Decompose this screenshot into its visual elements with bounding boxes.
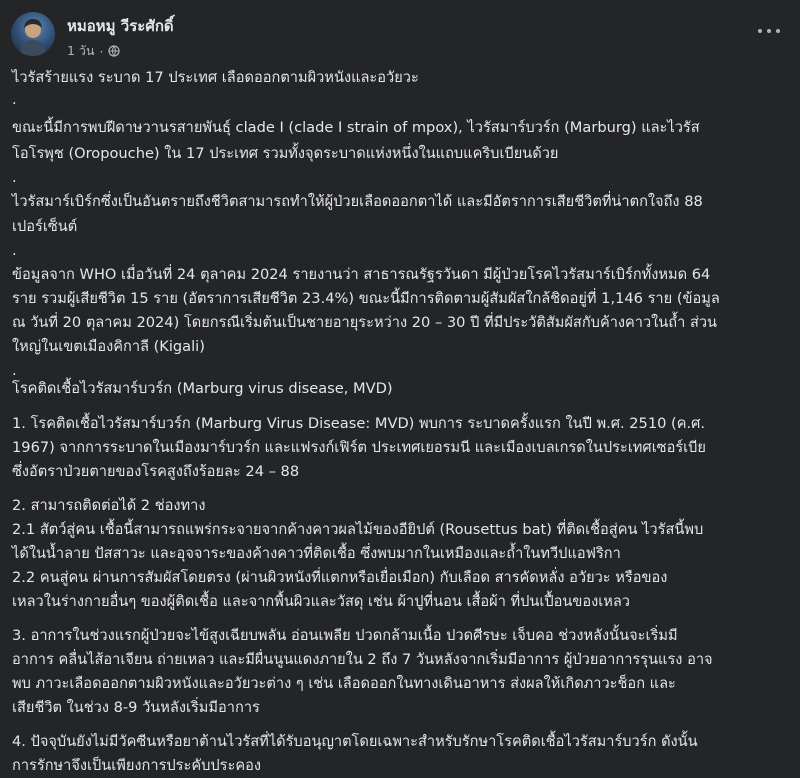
post-text-line: . [12, 91, 17, 108]
post-text-line: โอโรพุช (Oropouche) ใน 17 ประเทศ รวมทั้งจุดระบาดแห่งหนึ่งในแถบแคริบเบียนด้วย [12, 145, 559, 162]
dot-icon [776, 29, 780, 33]
more-options-icon[interactable] [758, 26, 780, 36]
post-time[interactable]: 1 วัน [67, 43, 95, 58]
meta-separator: · [99, 43, 104, 59]
post-text-line: โรคติดเชื้อไวรัสมาร์บวร์ก (Marburg virus disease, MVD) [12, 380, 393, 397]
author-avatar[interactable] [11, 12, 55, 56]
globe-icon[interactable] [108, 45, 120, 57]
post-text-line: 2.1 สัตว์สู่คน เชื้อนี้สามารถแพร่กระจายจากค้างคาวผลไม้ของอียิปต์ (Rousettus bat) ที่ติดเชื้อสู่คน ไวรัสนี้พบ [12, 521, 704, 538]
post-text-line: ซึ่งอัตราป่วยตายของโรคสูงถึงร้อยละ 24 – 88 [12, 463, 300, 480]
post-text-line: 2.2 คนสู่คน ผ่านการสัมผัสโดยตรง (ผ่านผิวหนังที่แตกหรือเยื่อเมือก) กับเลือด สารคัดหลั่ง อวัยวะ หรือของ [12, 569, 668, 586]
dot-icon [758, 29, 762, 33]
post-text-line: ใหญ่ในเขตเมืองคิกาลี (Kigali) [12, 338, 205, 355]
post-text-line: . [12, 169, 17, 186]
post-meta [67, 41, 120, 61]
post-text-line: . [12, 242, 17, 259]
post-text-line: พบ ภาวะเลือดออกตามผิวหนังและอวัยวะต่าง ๆ เช่น เลือดออกในทางเดินอาหาร ส่งผลให้เกิดภาวะช็อก และ [12, 675, 676, 692]
post-text-line: ข้อมูลจาก WHO เมื่อวันที่ 24 ตุลาคม 2024 รายงานว่า สาธารณรัฐรวันดา มีผู้ป่วยโรคไวรัสมาร์เบิร์กทั้งหมด 64 [12, 266, 711, 283]
post-text-line: ไวรัสมาร์เบิร์กซึ่งเป็นอันตรายถึงชีวิตสามารถทำให้ผู้ป่วยเลือดออกตาได้ และมีอัตราการเสียชีวิตที่น่าตกใจถึง 88 [12, 193, 703, 210]
post-text-line: ได้ในน้ำลาย ปัสสาวะ และอุจจาระของค้างคาวที่ติดเชื้อ ซึ่งพบมากในเหมืองและถ้ำในทวีปแอฟริกา [12, 545, 621, 562]
post-text-line: เสียชีวิต ในช่วง 8-9 วันหลังเริ่มมีอาการ [12, 699, 260, 716]
post-text-line: เปอร์เซ็นต์ [12, 218, 78, 235]
dot-icon [767, 29, 771, 33]
post-text-line: 1967) จากการระบาดในเมืองมาร์บวร์ก และแฟรงก์เฟิร์ต ประเทศเยอรมนี และเมืองเบลเกรดในประเทศเซอร์เบีย [12, 439, 706, 456]
post-text-line: 3. อาการในช่วงแรกผู้ป่วยจะไข้สูงเฉียบพลัน อ่อนเพลีย ปวดกล้ามเนื้อ ปวดศีรษะ เจ็บคอ ช่วงหลังนั้นจะเริ่มมี [12, 627, 678, 644]
post-header [0, 0, 800, 66]
post-text-line: 1. โรคติดเชื้อไวรัสมาร์บวร์ก (Marburg Virus Disease: MVD) พบการ ระบาดครั้งแรก ในปี พ.ศ. 2510 (ค.ศ. [12, 415, 706, 432]
post-text-line: การรักษาจึงเป็นเพียงการประคับประคอง [12, 757, 261, 774]
post-text-line: 4. ปัจจุบันยังไม่มีวัคซีนหรือยาต้านไวรัสที่ได้รับอนุญาตโดยเฉพาะสำหรับรักษาโรคติดเชื้อไวรัสมาร์บวร์ก ดังนั้น [12, 733, 698, 750]
post-text-line: ไวรัสร้ายแรง ระบาด 17 ประเทศ เลือดออกตามผิวหนังและอวัยวะ [12, 69, 419, 86]
post-text-line: ราย รวมผู้เสียชีวิต 15 ราย (อัตราการเสียชีวิต 23.4%) ขณะนี้มีการติดตามผู้สัมผัสใกล้ชิดอยู่ที่ 1,146 ราย (ข้อมูล [12, 290, 720, 307]
post-text-line: 2. สามารถติดต่อได้ 2 ช่องทาง [12, 497, 206, 514]
post-text-line: เหลวในร่างกายอื่นๆ ของผู้ติดเชื้อ และจากพื้นผิวและวัสดุ เช่น ผ้าปูที่นอน เสื้อผ้า ที่ปนเปื้อนของเหลว [12, 593, 630, 610]
avatar-image [11, 12, 55, 56]
author-name[interactable]: หมอหมู วีระศักดิ์ [67, 17, 174, 35]
post-text-line: ขณะนี้มีการพบฝีดาษวานรสายพันธุ์ clade I (clade I strain of mpox), ไวรัสมาร์บวร์ก (Marburg) และไวรัส [12, 119, 700, 136]
post-text-line: . [12, 362, 17, 379]
post-text-line: อาการ คลื่นไส้อาเจียน ถ่ายเหลว และมีผื่นนูนแดงภายใน 2 ถึง 7 วันหลังจากเริ่มมีอาการ ผู้ป่วยอาการรุนแรง อาจ [12, 651, 713, 668]
post-text-line: ณ วันที่ 20 ตุลาคม 2024) โดยกรณีเริ่มต้นเป็นชายอายุระหว่าง 20 – 30 ปี ที่มีประวัติสัมผัสกับค้างคาวในถ้ำ ส่วน [12, 314, 718, 331]
